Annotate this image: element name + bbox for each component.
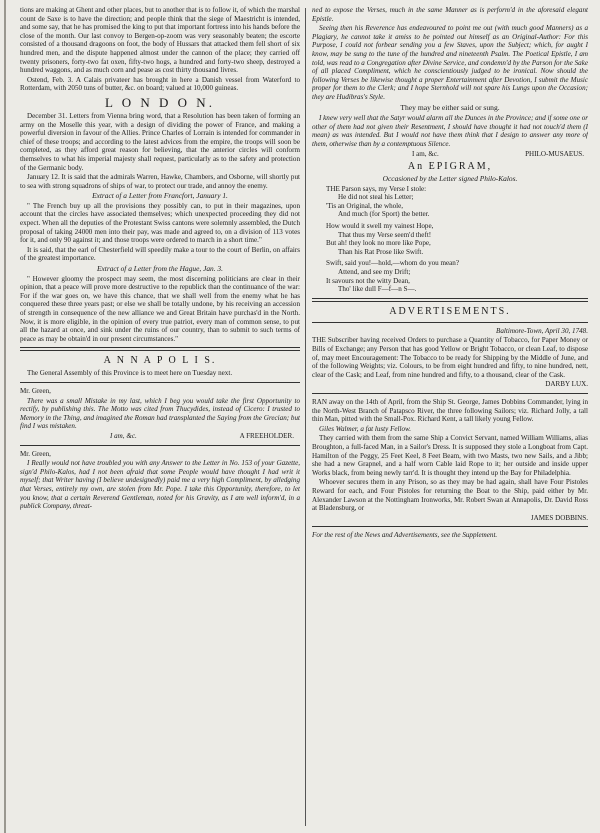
divider (20, 382, 300, 383)
advert-reward: Whoever secures them in any Prison, so as they may be had again, shall have Four Pistoles Reward for each, and Four Pistoles for returning the Boat to the Ship, paid either by Mr. Alexander Lawson at the Nottingham Ironworks, Mr. Robert Swan at Annapolis, Dr. David Ross at Bladensburg, or (312, 478, 588, 513)
paragraph-reverence: Seeing then his Reverence has endeavoured to point me out (with much good Manners) as a Plagiary, he cannot take it amiss to be pointed out himself as an Original-Author: For this Purpose, I could not forbear sending you a few Staves, upon the Subject; which, for aught I know, may be sung to the tune of the hundred and nineteenth Psalm. The Poetical Epistle, I am told, was read to a Congregation after Divine Service, and condemn'd by the Parson for the Sake of all placed Compliment, which he conscientiously judged to be ironical. Now should the following Verses be likewise thought a proper Entertainment after Devotion, I submit the Music proper for them to the Clerk; and I hope Sternhold will not spare his Lungs upon the Occasion; they are Hudibras's Style. (312, 24, 588, 101)
divider (20, 347, 300, 351)
verse-line: 'Tis an Original, the whole, (326, 201, 404, 210)
footer-supplement-note: For the rest of the News and Advertisements, see the Supplement. (312, 531, 498, 540)
motto-line: They may be either said or sung. (400, 102, 500, 112)
advert-convict-servant: They carried with them from the same Ship a Convict Servant, named William Williams, alias Broughton, a full-faced Man, in a Sailor's Dress. It is supposed they stole a Longboat from Capt. Hamilton of the Peggy, 25 Feet Keel, 8 Feet Beam, with two Masts, two new Sails, and a Jibb; she had a new Grapnel, and a half worn Cable laid Rope to it; her outside and inside upper Works black, from being newly tarr'd. It is thought they intend up the Bay for Philadelphia. (312, 434, 588, 477)
paragraph-philo-musaeus-letter: I Really would not have troubled you with any Answer to the Letter in No. 153 of your Gazette, sign'd Philo-Kalos, had I not been afraid that some People would have thought I had writ it myself; that Writer having (I believe undesignedly) paid me a very high Compliment, by alledging that Verses, entirely my own, are stolen from Mr. Pope. I take this Opportunity, therefore, to let you know, that a certain Reverend Gentleman, noted for his Gravity, as I am well inform'd, in a publick Company, threat- (20, 459, 300, 511)
divider (312, 526, 588, 527)
verse-line: That thus my Verse seem'd theft! (338, 230, 432, 239)
verse-line: Than his Rat Prose like Swift. (338, 247, 424, 256)
paragraph-admirals: January 12. It is said that the admirals Warren, Hawke, Chambers, and Osborne, will shortly put to sea with strong squadrons of ships of war, to protect our trade, and annoy the enemy. (20, 173, 300, 190)
paragraph-letter-continued: ned to expose the Verses, much in the same Manner as is perform'd in the aforesaid elegant Epistle. (312, 6, 588, 23)
salutation-mr-green: Mr. Green, (20, 386, 51, 395)
right-column (312, 6, 588, 826)
verse-line: But ah! they look no more like Pope, (326, 239, 431, 248)
subheading-occasioned: Occasioned by the Letter signed Philo-Kalos. (382, 174, 518, 184)
heading-london: L O N D O N. (105, 94, 215, 110)
column-rule (305, 8, 306, 826)
paragraph-flanders-news: tions are making at Ghent and other places, but to another that is to follow it, of which the marshal count de Saxe is to have the direction; and people think that the siege of Maestricht is intended, and some say, that he has promised the king to put that important fortress into his hands before the close of the month. Our last convoy to Bergen-op-zoom was very seasonably beaten; the escorte consisted of a thousand dragoons on foot, the body of Hussars that attacked them fell short of six hundred men, and the dispute happened almost under the cannon of the place; they carried off twenty prisoners, forty-two fat oxen, fifty-two hogs, a hundred and forty-two sheep, destroyed a hundred waggons, and as much corn and pease as cost thirty thousand livres. (20, 6, 300, 75)
divider (312, 322, 588, 323)
verse-line: THE Parson says, my Verse I stole: (326, 184, 427, 193)
heading-extract-hague: Extract of a Letter from the Hague, Jan. 3. (97, 264, 223, 274)
verse-line: He did not steal his Letter; (338, 193, 414, 202)
paragraph-freeholder-letter: There was a small Mistake in my last, which I beg you would take the first Opportunity to rectify, by publishing this. The Motto was cited from Thucydides, instead of Cicero: I trusted to Memory in the Thing, and imagined the Roman had transplanted the Saying from the Grecian; but find I was mistaken. (20, 396, 300, 431)
salutation-mr-green: Mr. Green, (20, 449, 51, 458)
paragraph-chesterfield: It is said, that the earl of Chesterfield will speedily make a tour to the court of Berlin, on affairs of the greatest importance. (20, 245, 300, 263)
signature-freeholder (20, 432, 300, 441)
paragraph-satyr: I knew very well that the Satyr would alarm all the Dunces in the Province; and if some one or other of them had not given their Resentment, I should have thought it had not touch'd them (I mean) as was intended. But I would not have them think that I design to answer any more of them, otherwise than by a contemptuous Silence. (312, 114, 588, 148)
signature-closing: I am, &c. (110, 431, 137, 440)
paragraph-francfort-letter: " The French buy up all the provisions they possibly can, to put in their magazines, upon account that the circles have associated themselves; which unexpected proceeding they did not expect. When all the deputies of the Protestant Swiss cantons were solemnly assembled, the Dutch proposal of taking 24000 men into their pay, was made and agreed to, on a division of 113 votes for it, and only 90 against it; and those troops were ordered to march in a short time." (20, 201, 300, 245)
paragraph-ostend: Ostend, Feb. 3. A Calais privateer has brought in here a Danish vessel from Waterford to Rotterdam, with 2050 tuns of butter, &c. on board; valued at 10,000 guineas. (20, 75, 300, 93)
divider (312, 298, 588, 302)
heading-extract-francfort: Extract of a Letter from Francfort, January 1. (92, 191, 228, 201)
paragraph-hague-letter: " However gloomy the prospect may seem, the most discerning politicians are clear in their opinion, that a peace will prove more destructive to the republick than the continuance of the war: For if the war goes on, we have this chance, that we shall well from the enemy what he has conquered these three years past; or else we shall be totally undone, by his receiving an accession of strength in consequence of the new alliance we and Great Britain have purchas'd in the North. Now, it is more eligible, in the opinion of every true patriot, every man of common sense, to put all the hazard at once, and sink under the ruins of our country, than to submit to such terms of peace as may be obtain'd in our present circumstances." (20, 274, 300, 343)
verse-line: And much (for Sport) the better. (338, 210, 430, 219)
advert-tobacco: THE Subscriber having received Orders to purchase a Quantity of Tobacco, for Paper Money or Bills of Exchange; any Person that has good Yellow or Bright Tobacco, or clean Leaf, to dispose of, may meet Encouragement: The Tobacco to be ready for Shipping by the Middle of June, and of the following Weights; viz. Colours, to be from eight hundred and fifty, to nine hundred, nett, clear of the Cask; and Leaf, from nine hundred and fifty, to a thousand, clear of the Cask. (312, 336, 588, 379)
divider (20, 445, 300, 446)
verse-line: Tho' like dull F—f—n S—. (338, 285, 417, 294)
signature-name: A FREEHOLDER. (239, 431, 294, 440)
advert-signature: JAMES DOBBINS. (530, 513, 588, 522)
heading-epigram: An EPIGRAM, (407, 161, 493, 173)
verse-line: Attend, and see my Drift; (338, 268, 411, 277)
epigram-verse (312, 185, 588, 294)
verse-line: How would it swell my vainest Hope, (326, 222, 434, 231)
advert-signature: DARBY LUX. (545, 380, 588, 389)
paragraph-vienna-letters: December 31. Letters from Vienna bring word, that a Resolution has been taken of forming an army on the Moselle this year, with a design of dividing the power of France, and making a powerful diversion in favour of the Allies. Prince Charles of Lorrain is intended for commander in chief of these troops; and according to the latest advices from the empire, the troops will soon be completed, as they afford great reason for believing, that the anterior circles will conform themselves to what his imperial majesty shall request, particularly as to the safety and protection of the Germanic body. (20, 111, 300, 172)
signature-name: PHILO-MUSAEUS. (525, 149, 584, 158)
advert-dateline: Baltimore-Town, April 30, 1748. (496, 326, 588, 335)
heading-annapolis: A N N A P O L I S. (103, 355, 217, 367)
advert-runaway-sailors: RAN away on the 14th of April, from the Ship St. George, James Dobbins Commander, lying in the North-West Branch of Patapsco River, the three following Sailors; viz. Richard Jolly, a tall thin Man, pitted with the Small-Pox. Richard Kent, a tall likely young Fellow. (312, 397, 588, 424)
advert-runaway-name: Giles Walmer, a fat lusty Fellow. (319, 424, 412, 433)
paragraph-general-assembly: The General Assembly of this Province is to meet here on Tuesday next. (27, 369, 233, 378)
verse-line: It savours not the witty Dean, (326, 276, 410, 285)
verse-line: Swift, said you!—hold,—whom do you mean? (326, 259, 459, 268)
signature-closing: I am, &c. (412, 149, 439, 158)
heading-advertisements: ADVERTISEMENTS. (389, 305, 511, 317)
left-column (20, 6, 300, 826)
signature-philo-musaeus (312, 150, 588, 159)
page-edge-shadow (4, 0, 6, 833)
divider (312, 393, 588, 394)
